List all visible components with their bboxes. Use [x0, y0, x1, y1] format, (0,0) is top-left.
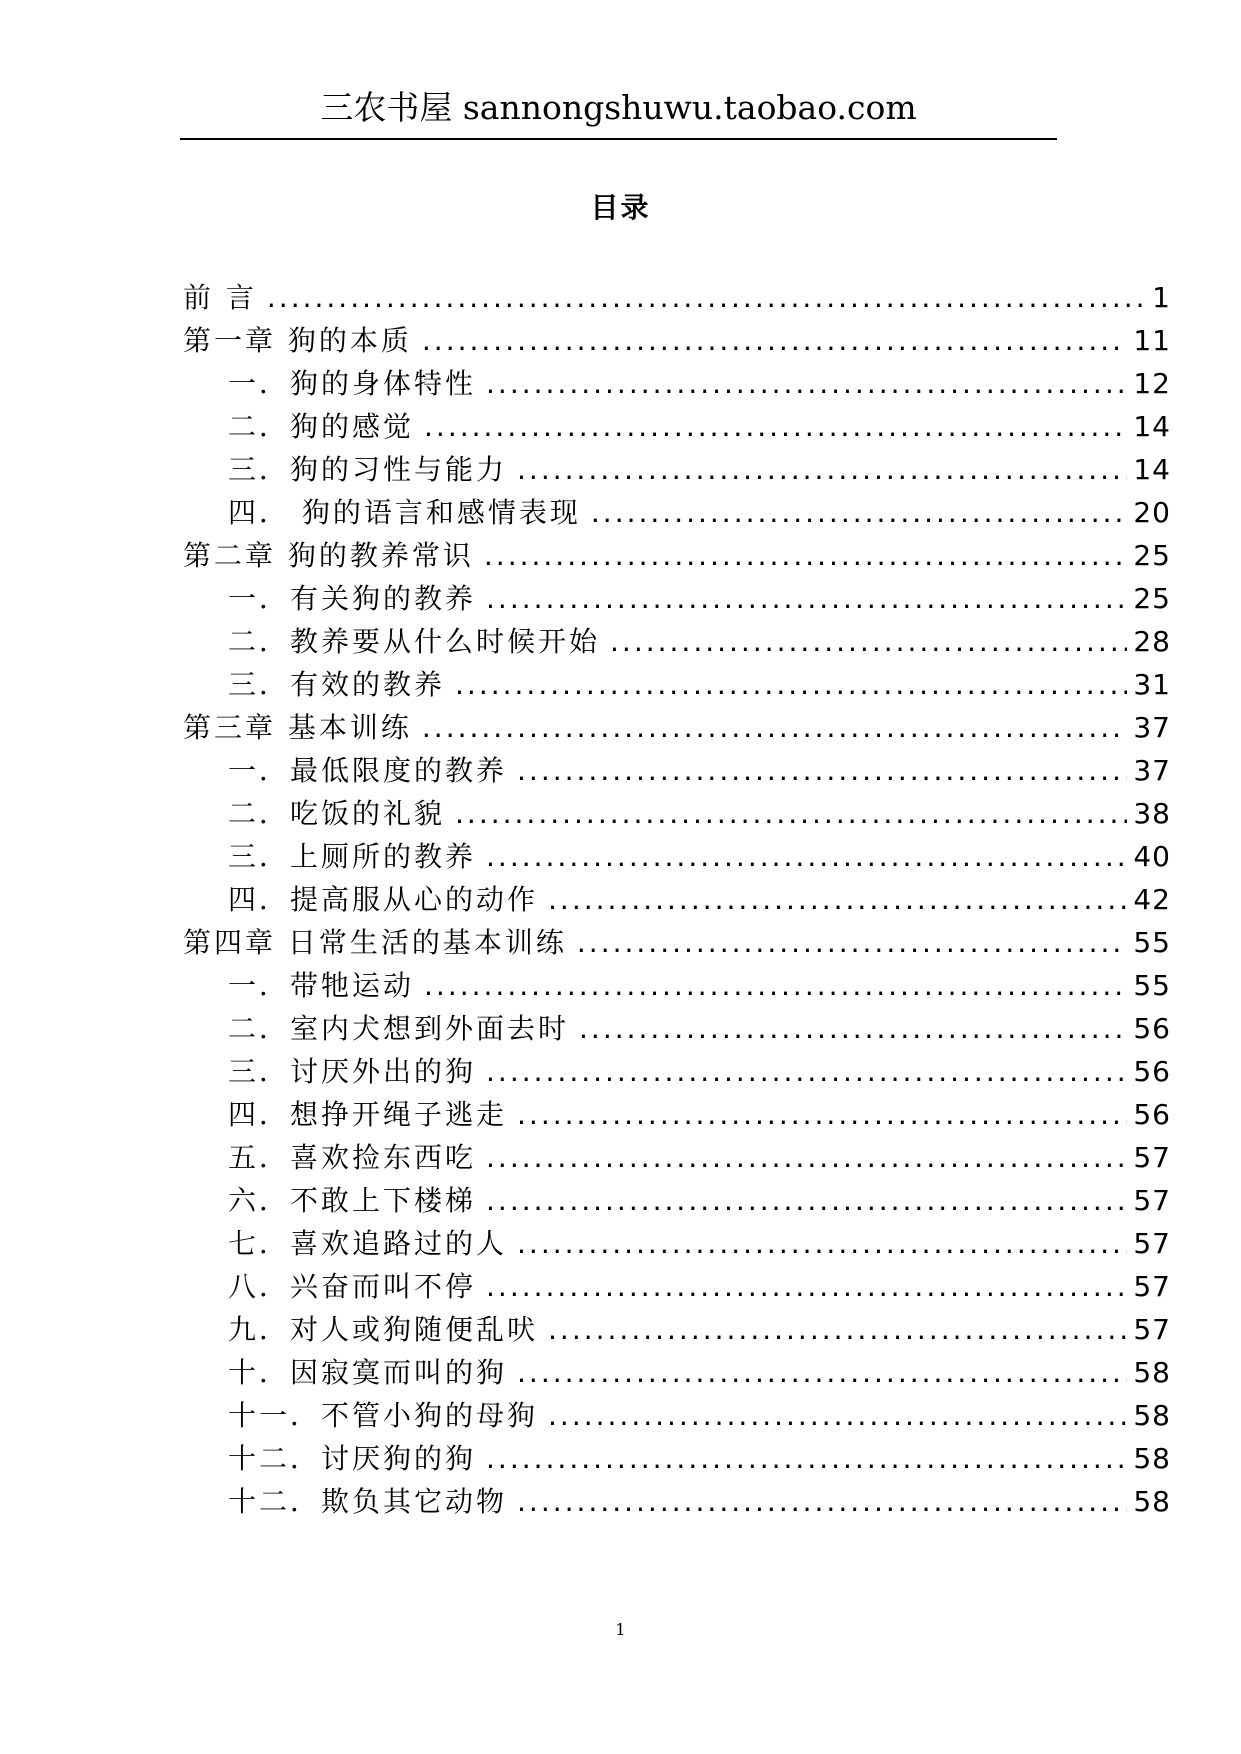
toc-dot-leader — [548, 1308, 1127, 1351]
toc-dot-leader — [422, 319, 1127, 362]
toc-dot-leader — [591, 491, 1127, 534]
toc-title: 目录 — [590, 191, 651, 224]
toc-section-entry[interactable] — [183, 964, 1171, 1007]
toc-entry-label: 一．狗的身体特性 — [228, 367, 477, 400]
toc-entry-page: 40 — [1133, 840, 1171, 873]
toc-dot-leader — [486, 1265, 1127, 1308]
toc-entry-label: 四． 狗的语言和感情表现 — [228, 496, 581, 529]
toc-entry-label: 三．狗的习性与能力 — [228, 453, 508, 486]
toc-entry-label: 十一．不管小狗的母狗 — [228, 1399, 539, 1432]
toc-entry-page: 20 — [1133, 496, 1171, 529]
toc-entry-label: 九．对人或狗随便乱吠 — [228, 1313, 539, 1346]
toc-dot-leader — [455, 792, 1127, 835]
toc-entry-page: 42 — [1133, 883, 1171, 916]
toc-section-entry[interactable] — [183, 577, 1171, 620]
toc-chapter-entry[interactable] — [183, 706, 1171, 749]
toc-entry-label: 三．上厕所的教养 — [228, 840, 477, 873]
toc-section-entry[interactable] — [183, 1093, 1171, 1136]
toc-section-entry[interactable] — [183, 1007, 1171, 1050]
toc-section-entry[interactable] — [183, 1308, 1171, 1351]
toc-section-entry[interactable] — [183, 878, 1171, 921]
toc-dot-leader — [486, 1437, 1127, 1480]
toc-dot-leader — [424, 405, 1127, 448]
toc-entry-label: 四．提高服从心的动作 — [228, 883, 539, 916]
toc-entry-page: 11 — [1133, 324, 1171, 357]
toc-entry-page: 55 — [1133, 969, 1171, 1002]
toc-chapter-entry[interactable] — [183, 276, 1171, 319]
toc-dot-leader — [548, 1394, 1127, 1437]
toc-section-entry[interactable] — [183, 1394, 1171, 1437]
toc-section-entry[interactable] — [183, 491, 1171, 534]
toc-dot-leader — [517, 1222, 1127, 1265]
header-divider — [180, 138, 1057, 140]
toc-entry-label: 第三章 基本训练 — [183, 711, 412, 744]
toc-entry-page: 12 — [1133, 367, 1171, 400]
toc-dot-leader — [486, 577, 1127, 620]
toc-dot-leader — [577, 921, 1127, 964]
toc-dot-leader — [484, 534, 1127, 577]
toc-entry-page: 37 — [1133, 754, 1171, 787]
toc-entry-label: 第一章 狗的本质 — [183, 324, 412, 357]
toc-entry-label: 三．有效的教养 — [228, 668, 446, 701]
toc-entry-label: 十二．欺负其它动物 — [228, 1485, 508, 1518]
toc-section-entry[interactable] — [183, 1222, 1171, 1265]
toc-entry-label: 一．有关狗的教养 — [228, 582, 477, 615]
toc-dot-leader — [579, 1007, 1127, 1050]
toc-entry-page: 38 — [1133, 797, 1171, 830]
toc-dot-leader — [517, 448, 1127, 491]
toc-entry-page: 31 — [1133, 668, 1171, 701]
toc-section-entry[interactable] — [183, 1136, 1171, 1179]
toc-entry-page: 57 — [1133, 1227, 1171, 1260]
toc-entry-label: 五．喜欢捡东西吃 — [228, 1141, 477, 1174]
toc-section-entry[interactable] — [183, 1351, 1171, 1394]
toc-dot-leader — [422, 706, 1127, 749]
toc-section-entry[interactable] — [183, 1437, 1171, 1480]
toc-entry-page: 57 — [1133, 1141, 1171, 1174]
toc-entry-label: 四．想挣开绳子逃走 — [228, 1098, 508, 1131]
toc-dot-leader — [517, 749, 1127, 792]
toc-section-entry[interactable] — [183, 749, 1171, 792]
toc-section-entry[interactable] — [183, 1050, 1171, 1093]
toc-entry-page: 57 — [1133, 1313, 1171, 1346]
toc-dot-leader — [517, 1093, 1127, 1136]
toc-dot-leader — [455, 663, 1127, 706]
toc-entry-label: 二．教养要从什么时候开始 — [228, 625, 601, 658]
page-header: 三农书屋 sannongshuwu.taobao.com — [320, 88, 917, 127]
toc-entry-page: 57 — [1133, 1270, 1171, 1303]
toc-entry-label: 一．带牠运动 — [228, 969, 415, 1002]
toc-section-entry[interactable] — [183, 1480, 1171, 1523]
toc-entry-page: 28 — [1133, 625, 1171, 658]
toc-section-entry[interactable] — [183, 1265, 1171, 1308]
toc-entry-page: 37 — [1133, 711, 1171, 744]
toc-entry-label: 第二章 狗的教养常识 — [183, 539, 474, 572]
toc-entry-label: 二．室内犬想到外面去时 — [228, 1012, 570, 1045]
toc-dot-leader — [517, 1480, 1127, 1523]
toc-entry-label: 前 言 — [183, 281, 257, 314]
toc-dot-leader — [267, 276, 1146, 319]
toc-entry-page: 56 — [1133, 1012, 1171, 1045]
toc-chapter-entry[interactable] — [183, 534, 1171, 577]
toc-entry-label: 八．兴奋而叫不停 — [228, 1270, 477, 1303]
toc-entry-page: 58 — [1133, 1356, 1171, 1389]
toc-entry-page: 58 — [1133, 1442, 1171, 1475]
toc-dot-leader — [486, 835, 1127, 878]
toc-entry-page: 58 — [1133, 1399, 1171, 1432]
toc-section-entry[interactable] — [183, 620, 1171, 663]
toc-entry-label: 十．因寂寞而叫的狗 — [228, 1356, 508, 1389]
toc-section-entry[interactable] — [183, 663, 1171, 706]
toc-entry-page: 56 — [1133, 1098, 1171, 1131]
toc-dot-leader — [486, 362, 1127, 405]
toc-entry-label: 七．喜欢追路过的人 — [228, 1227, 508, 1260]
toc-section-entry[interactable] — [183, 448, 1171, 491]
toc-dot-leader — [424, 964, 1127, 1007]
toc-entry-label: 六．不敢上下楼梯 — [228, 1184, 477, 1217]
toc-entry-label: 第四章 日常生活的基本训练 — [183, 926, 567, 959]
toc-entry-page: 58 — [1133, 1485, 1171, 1518]
toc-entry-page: 14 — [1133, 410, 1171, 443]
toc-dot-leader — [610, 620, 1127, 663]
toc-entry-page: 14 — [1133, 453, 1171, 486]
toc-entry-page: 1 — [1152, 281, 1171, 314]
toc-entry-page: 55 — [1133, 926, 1171, 959]
page-number: 1 — [615, 1620, 626, 1639]
toc-entry-label: 十二．讨厌狗的狗 — [228, 1442, 477, 1475]
toc-entry-page: 25 — [1133, 582, 1171, 615]
toc-entry-page: 25 — [1133, 539, 1171, 572]
toc-entry-page: 56 — [1133, 1055, 1171, 1088]
toc-section-entry[interactable] — [183, 835, 1171, 878]
toc-chapter-entry[interactable] — [183, 921, 1171, 964]
toc-dot-leader — [517, 1351, 1127, 1394]
toc-section-entry[interactable] — [183, 792, 1171, 835]
toc-section-entry[interactable] — [183, 362, 1171, 405]
toc-entry-label: 三．讨厌外出的狗 — [228, 1055, 477, 1088]
toc-dot-leader — [486, 1179, 1127, 1222]
table-of-contents — [183, 276, 1171, 1523]
toc-entry-label: 一．最低限度的教养 — [228, 754, 508, 787]
toc-dot-leader — [548, 878, 1127, 921]
toc-dot-leader — [486, 1136, 1127, 1179]
toc-entry-page: 57 — [1133, 1184, 1171, 1217]
toc-entry-label: 二．狗的感觉 — [228, 410, 415, 443]
toc-dot-leader — [486, 1050, 1127, 1093]
toc-section-entry[interactable] — [183, 1179, 1171, 1222]
toc-chapter-entry[interactable] — [183, 319, 1171, 362]
toc-entry-label: 二．吃饭的礼貌 — [228, 797, 446, 830]
toc-section-entry[interactable] — [183, 405, 1171, 448]
